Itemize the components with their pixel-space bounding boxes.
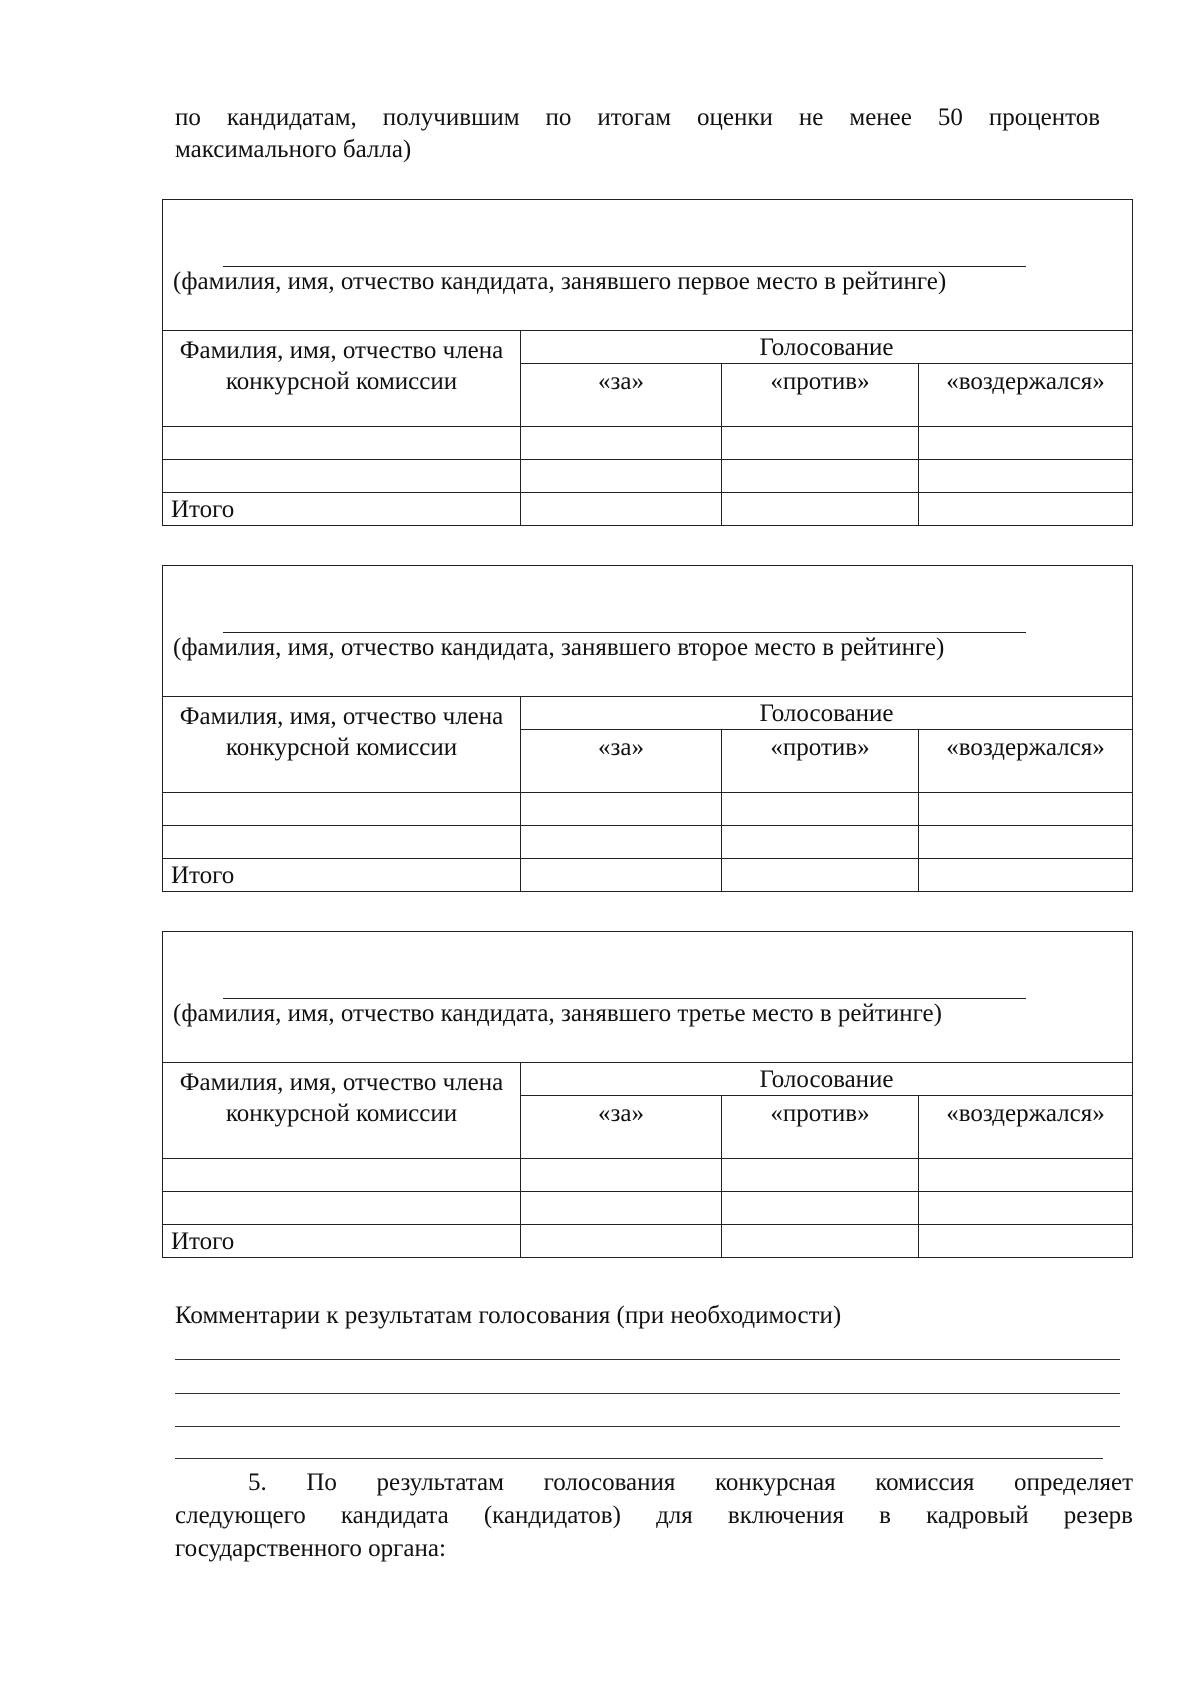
table-row xyxy=(163,427,1133,460)
option-for: «за» xyxy=(521,1096,722,1159)
vote-cell[interactable] xyxy=(919,427,1133,460)
paragraph-5 xyxy=(175,1466,1133,1565)
option-abstain: «воздержался» xyxy=(919,730,1133,793)
paragraph-5-line-2: следующего кандидата (кандидатов) для включения в кадровый резерв xyxy=(175,1502,1133,1529)
intro-text xyxy=(175,102,1100,166)
vote-header: Голосование xyxy=(521,331,1133,364)
table-row xyxy=(163,1192,1133,1225)
option-abstain: «воздержался» xyxy=(919,1096,1133,1159)
total-cell[interactable] xyxy=(919,859,1133,892)
intro-line-1: по кандидатам, получившим по итогам оценки не менее 50 процентов xyxy=(175,104,1100,131)
vote-cell[interactable] xyxy=(521,793,722,826)
candidate-name-cell xyxy=(163,200,1133,331)
total-row xyxy=(163,1225,1133,1258)
vote-cell[interactable] xyxy=(919,826,1133,859)
total-cell[interactable] xyxy=(521,1225,722,1258)
vote-table-second-place xyxy=(162,565,1132,892)
total-label: Итого xyxy=(163,859,521,892)
vote-cell[interactable] xyxy=(919,460,1133,493)
vote-cell[interactable] xyxy=(521,1192,722,1225)
vote-cell[interactable] xyxy=(919,1192,1133,1225)
total-cell[interactable] xyxy=(521,493,722,526)
total-cell[interactable] xyxy=(521,859,722,892)
candidate-name-caption: (фамилия, имя, отчество кандидата, занявшего второе место в рейтинге) xyxy=(173,634,945,661)
vote-cell[interactable] xyxy=(722,1159,919,1192)
total-label: Итого xyxy=(163,493,521,526)
vote-cell[interactable] xyxy=(722,427,919,460)
vote-cell[interactable] xyxy=(722,460,919,493)
option-for: «за» xyxy=(521,730,722,793)
table-row xyxy=(163,460,1133,493)
comment-line[interactable] xyxy=(175,1393,1120,1394)
member-cell[interactable] xyxy=(163,460,521,493)
total-cell[interactable] xyxy=(722,859,919,892)
member-column-header: Фамилия, имя, отчество члена конкурсной комиссии xyxy=(163,331,521,427)
vote-cell[interactable] xyxy=(722,1192,919,1225)
vote-table-first-place xyxy=(162,199,1132,526)
total-row xyxy=(163,493,1133,526)
member-cell[interactable] xyxy=(163,1159,521,1192)
member-cell[interactable] xyxy=(163,793,521,826)
table-row xyxy=(163,826,1133,859)
candidate-name-caption: (фамилия, имя, отчество кандидата, занявшего первое место в рейтинге) xyxy=(173,268,947,295)
member-cell[interactable] xyxy=(163,826,521,859)
table-row xyxy=(163,1159,1133,1192)
table-row xyxy=(163,793,1133,826)
vote-cell[interactable] xyxy=(521,427,722,460)
option-against: «против» xyxy=(722,1096,919,1159)
total-cell[interactable] xyxy=(722,1225,919,1258)
comments-title: Комментарии к результатам голосования (при необходимости) xyxy=(175,1302,842,1329)
total-cell[interactable] xyxy=(919,493,1133,526)
paragraph-5-line-1: 5. По результатам голосования конкурсная комиссия определяет xyxy=(248,1469,1133,1496)
vote-cell[interactable] xyxy=(521,826,722,859)
member-column-header: Фамилия, имя, отчество члена конкурсной комиссии xyxy=(163,1063,521,1159)
option-against: «против» xyxy=(722,364,919,427)
option-abstain: «воздержался» xyxy=(919,364,1133,427)
candidate-name-cell xyxy=(163,932,1133,1063)
total-cell[interactable] xyxy=(722,493,919,526)
vote-cell[interactable] xyxy=(722,826,919,859)
vote-header: Голосование xyxy=(521,1063,1133,1096)
intro-line-2: максимального балла) xyxy=(175,136,412,163)
member-cell[interactable] xyxy=(163,1192,521,1225)
vote-cell[interactable] xyxy=(521,1159,722,1192)
total-cell[interactable] xyxy=(919,1225,1133,1258)
option-for: «за» xyxy=(521,364,722,427)
vote-table-third-place xyxy=(162,931,1132,1258)
vote-header: Голосование xyxy=(521,697,1133,730)
total-label: Итого xyxy=(163,1225,521,1258)
option-against: «против» xyxy=(722,730,919,793)
vote-cell[interactable] xyxy=(521,460,722,493)
candidate-name-caption: (фамилия, имя, отчество кандидата, занявшего третье место в рейтинге) xyxy=(173,1000,942,1027)
paragraph-5-line-3: государственного органа: xyxy=(175,1535,446,1562)
total-row xyxy=(163,859,1133,892)
vote-cell[interactable] xyxy=(919,793,1133,826)
comment-line[interactable] xyxy=(175,1359,1120,1360)
candidate-name-cell xyxy=(163,566,1133,697)
comment-line[interactable] xyxy=(175,1458,1103,1459)
vote-cell[interactable] xyxy=(722,793,919,826)
member-cell[interactable] xyxy=(163,427,521,460)
vote-cell[interactable] xyxy=(919,1159,1133,1192)
member-column-header: Фамилия, имя, отчество члена конкурсной комиссии xyxy=(163,697,521,793)
comment-line[interactable] xyxy=(175,1426,1120,1427)
